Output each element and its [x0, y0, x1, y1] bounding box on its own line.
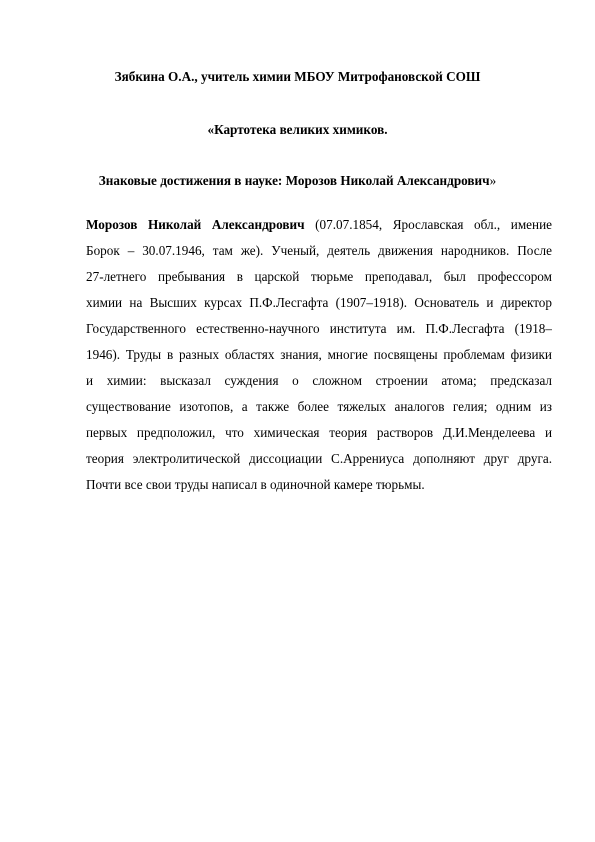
subtitle-closing-quote: » — [489, 173, 497, 188]
scientist-name: Морозов Николай Александрович — [86, 217, 305, 232]
biography-paragraph — [86, 212, 552, 498]
subtitle-main-text: Знаковые достижения в науке: Морозов Николай Александрович — [98, 173, 490, 188]
paragraph-line-2: Борок – 30.07.1946, там же). Ученый, деятель движения народников. После — [86, 243, 552, 258]
card-title — [60, 122, 535, 138]
author-text: Зябкина О.А., учитель химии МБОУ Митрофановской СОШ — [114, 69, 481, 84]
paragraph-line-6: 1946). Труды в разных областях знания, многие посвящены проблемам физики — [86, 347, 552, 362]
card-subtitle — [60, 173, 535, 189]
paragraph-line-3: 27-летнего пребывания в царской тюрьме преподавал, был профессором — [86, 269, 552, 284]
line-1-text: (07.07.1854, Ярославская обл., имение — [304, 217, 552, 232]
paragraph-line-5: Государственного естественно-научного института им. П.Ф.Лесгафта (1918– — [86, 321, 552, 336]
paragraph-line-9: первых предположил, что химическая теория растворов Д.И.Менделеева и — [86, 425, 552, 440]
paragraph-line-4: химии на Высших курсах П.Ф.Лесгафта (1907–1918). Основатель и директор — [86, 295, 552, 310]
paragraph-line-7: и химии: высказал суждения о сложном строении атома; предсказал — [86, 373, 552, 388]
paragraph-line-11: Почти все свои труды написал в одиночной камере тюрьмы. — [86, 477, 425, 492]
paragraph-line-1 — [86, 212, 552, 238]
paragraph-line-8: существование изотопов, а также более тяжелых аналогов гелия; одним из — [86, 399, 552, 414]
card-title-text: «Картотека великих химиков. — [207, 122, 388, 137]
paragraph-line-10: теория электролитической диссоциации С.Аррениуса дополняют друг друга. — [86, 451, 552, 466]
author-line — [60, 69, 535, 85]
